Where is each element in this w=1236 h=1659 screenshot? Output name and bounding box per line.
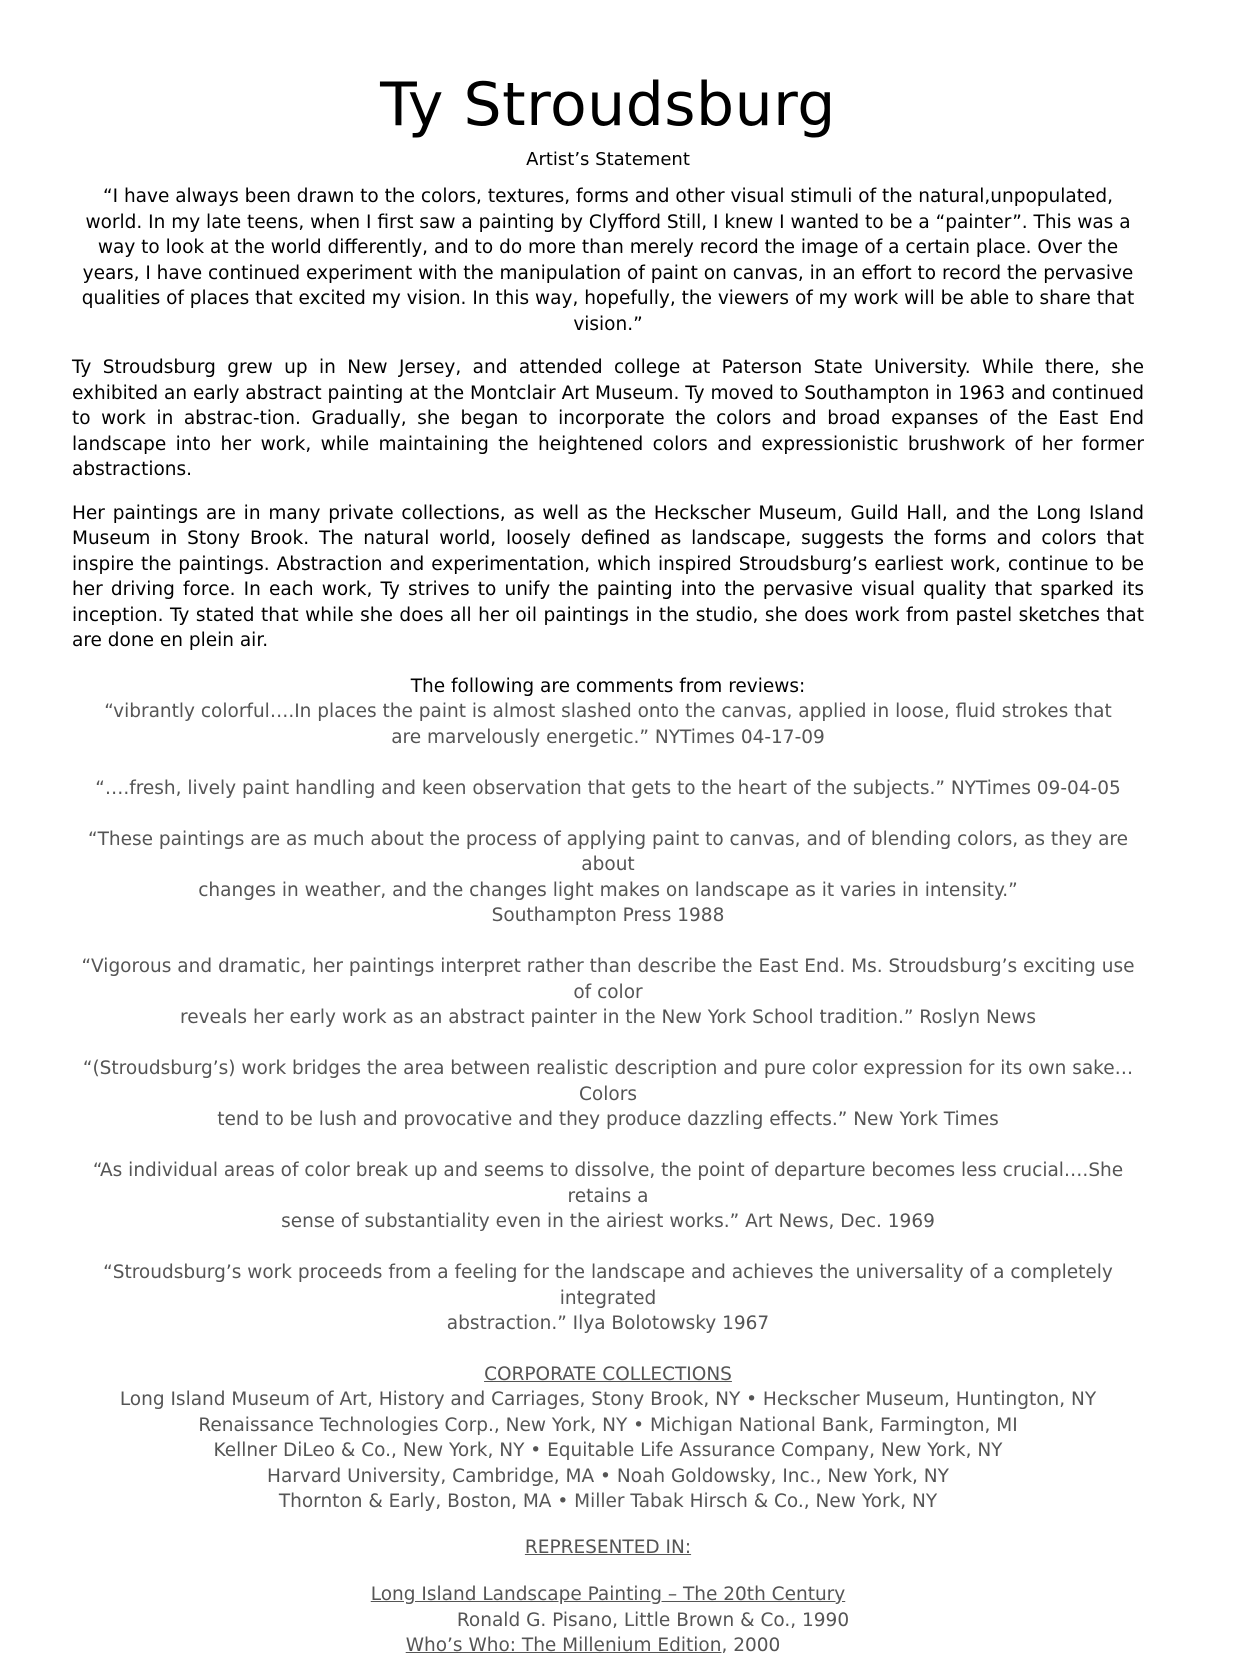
review-source: Southampton Press 1988 — [491, 905, 725, 926]
review-line: “These paintings are as much about the process of applying paint to canvas, and of blending colors, as they are about — [88, 828, 1128, 875]
represented-heading: REPRESENTED IN: — [524, 1536, 692, 1558]
collection-line: Kellner DiLeo & Co., New York, NY • Equitable Life Assurance Company, New York, NY — [213, 1440, 1003, 1461]
represented-in-section — [72, 1535, 1144, 1659]
review-line: “(Stroudsburg’s) work bridges the area between realistic description and pure color expression for its own sake…Colors — [82, 1058, 1134, 1105]
review-item — [72, 776, 1144, 802]
book-list — [72, 1582, 1144, 1659]
review-item — [72, 954, 1144, 1031]
book-year: , 2000 — [721, 1635, 781, 1656]
review-item — [72, 1158, 1144, 1235]
review-item — [72, 1260, 1144, 1337]
review-line: “Vigorous and dramatic, her paintings interpret rather than describe the East End. Ms. Stroudsburg’s exciting use of color — [81, 956, 1135, 1003]
corporate-collections-section — [72, 1362, 1144, 1515]
review-line: sense of substantiality even in the airiest works.” Art News, Dec. 1969 — [281, 1211, 935, 1232]
review-line: abstraction.” Ilya Bolotowsky 1967 — [446, 1313, 770, 1334]
collections-heading: CORPORATE COLLECTIONS — [484, 1363, 732, 1385]
collection-line: Renaissance Technologies Corp., New York, NY • Michigan National Bank, Farmington, MI — [198, 1414, 1018, 1436]
reviews-heading: The following are comments from reviews: — [410, 675, 806, 697]
book-title: Long Island Landscape Painting – The 20th Century — [370, 1584, 846, 1605]
book-details: Ronald G. Pisano, Little Brown & Co., 1990 — [456, 1609, 850, 1631]
reviews-section — [72, 674, 1144, 1337]
artist-name-title: Ty Stroudsburg — [380, 70, 836, 140]
review-line: “vibrantly colorful….In places the paint is almost slashed onto the canvas, applied in loose, fluid strokes that — [104, 701, 1112, 722]
review-line: changes in weather, and the changes light makes on landscape as it varies in intensity.” — [198, 879, 1018, 901]
review-item — [72, 1056, 1144, 1133]
review-line: “Stroudsburg’s work proceeds from a feeling for the landscape and achieves the universality of a completely integrated — [103, 1262, 1113, 1309]
collection-line: Long Island Museum of Art, History and Carriages, Stony Brook, NY • Heckscher Museum, Huntington, NY — [119, 1389, 1097, 1410]
collection-line: Harvard University, Cambridge, MA • Noah Goldowsky, Inc., New York, NY — [267, 1465, 949, 1487]
subtitle: Artist’s Statement — [526, 149, 690, 170]
artist-statement-quote: “I have always been drawn to the colors, textures, forms and other visual stimuli of the natural,unpopulated, world. In my late teens, when I first saw a painting by Clyfford Still, I knew I wanted to be a “painter”. This was a way to look at the world differently, and to do more than merely record the image of a certain place. Over the years, I have continued experiment with the manipulation of paint on canvas, in an effort to record the pervasive qualities of places that excited my vision. In this way, hopefully, the viewers of my work will be able to share that vision.” — [81, 186, 1135, 335]
collection-line: Thornton & Early, Boston, MA • Miller Tabak Hirsch & Co., New York, NY — [278, 1491, 938, 1512]
book-title: Who’s Who: The Millenium Edition — [405, 1635, 722, 1656]
bio-paragraph-1: Ty Stroudsburg grew up in New Jersey, and attended college at Paterson State University. While there, she exhibited an early abstract painting at the Montclair Art Museum. Ty moved to Southampton in 1963 and continued to work in abstrac-tion. Gradually, she began to incorporate the colors and broad expanses of the East End landscape into her work, while maintaining the heightened colors and expressionistic brushwork of her former abstractions. — [72, 357, 1144, 480]
review-line: “….fresh, lively paint handling and keen observation that gets to the heart of the subjects.” NYTimes 09-04-05 — [95, 777, 1121, 799]
review-item — [72, 827, 1144, 929]
review-item — [72, 699, 1144, 750]
review-line: are marvelously energetic.” NYTimes 04-17-09 — [391, 726, 825, 748]
review-line: “As individual areas of color break up and seems to dissolve, the point of departure becomes less crucial….She retains a — [92, 1160, 1124, 1207]
review-line: reveals her early work as an abstract painter in the New York School tradition.” Roslyn News — [180, 1007, 1036, 1028]
review-line: tend to be lush and provocative and they produce dazzling effects.” New York Times — [217, 1109, 999, 1130]
bio-paragraph-2: Her paintings are in many private collections, as well as the Heckscher Museum, Guild Hall, and the Long Island Museum in Stony Brook. The natural world, loosely defined as landscape, suggests the forms and colors that inspire the paintings. Abstraction and experimentation, which inspired Stroudsburg’s earliest work, continue to be her driving force. In each work, Ty strives to unify the painting into the pervasive visual quality that sparked its inception. Ty stated that while she does all her oil paintings in the studio, she does work from pastel sketches that are done en plein air. — [72, 502, 1144, 651]
